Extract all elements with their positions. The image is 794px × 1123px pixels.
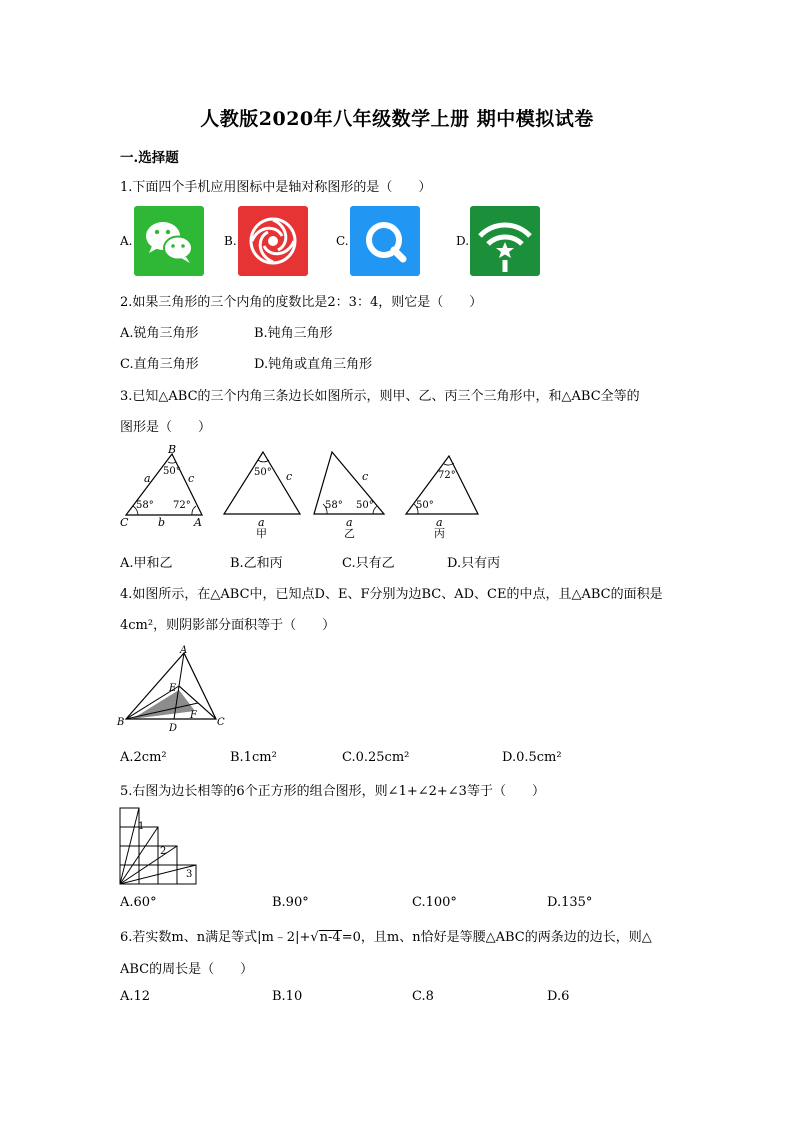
vertex-c-label: C bbox=[120, 516, 129, 529]
q1-option-b-label: B. bbox=[224, 234, 237, 248]
q3-option-c: C.只有乙 bbox=[342, 556, 395, 571]
q2-option-c: C.直角三角形 bbox=[120, 357, 199, 372]
point-f-label: F bbox=[190, 710, 197, 721]
q3-triangles-figure bbox=[118, 440, 488, 542]
q4-option-c: C.0.25cm² bbox=[342, 750, 410, 765]
q1-option-a-label: A. bbox=[120, 234, 133, 248]
q6-stem-post: =0，且m、n恰好是等腰△ABC的两条边的边长，则△ bbox=[341, 930, 652, 945]
jia-side-a-label: a bbox=[258, 516, 265, 529]
triangle-yi bbox=[314, 452, 384, 540]
q3-option-d: D.只有丙 bbox=[447, 556, 501, 571]
bing-name-label: 丙 bbox=[434, 527, 445, 540]
q6-sqrt-radicand: n-4 bbox=[319, 930, 341, 945]
q3-stem-line2: 图形是（ ） bbox=[120, 420, 212, 435]
q1-stem: 1.下面四个手机应用图标中是轴对称图形的是（ ） bbox=[120, 180, 432, 195]
jia-name-label: 甲 bbox=[256, 527, 267, 540]
triangle-abc bbox=[120, 443, 202, 529]
bing-angle2-label: 50° bbox=[416, 500, 434, 511]
q5-option-b: B.90° bbox=[272, 895, 309, 910]
q4-option-a: A.2cm² bbox=[120, 750, 167, 765]
q3-option-a: A.甲和乙 bbox=[120, 556, 173, 571]
q1-option-c-label: C. bbox=[336, 234, 349, 248]
triangle-jia bbox=[224, 452, 300, 540]
side-b-label: b bbox=[158, 516, 166, 529]
vertex-b-label: B bbox=[168, 443, 177, 456]
q3-stem-line1: 3.已知△ABC的三个内角三条边长如图所示，则甲、乙、丙三个三角形中，和△ABC全等的 bbox=[120, 389, 640, 404]
q6-option-c: C.8 bbox=[412, 989, 434, 1004]
bing-side-a-label: a bbox=[436, 516, 443, 529]
point-e-label: E bbox=[169, 683, 177, 694]
vertex-a-label: A bbox=[194, 516, 202, 529]
q2-option-a: A.锐角三角形 bbox=[120, 326, 199, 341]
q6-stem-line2: ABC的周长是（ ） bbox=[120, 962, 254, 977]
q4-triangle-figure bbox=[116, 644, 226, 736]
side-c-label: c bbox=[188, 472, 195, 485]
angle-a-label: 72° bbox=[173, 500, 191, 511]
q1-icon-options bbox=[120, 206, 560, 278]
q2-option-b: B.钝角三角形 bbox=[254, 326, 333, 341]
vertex-c-label: C bbox=[217, 717, 225, 728]
q2-option-d: D.钝角或直角三角形 bbox=[254, 357, 373, 372]
q6-stem-pre: 6.若实数m、n满足等式|m﹣2|+ bbox=[120, 930, 311, 945]
wifi-star-icon bbox=[470, 206, 540, 276]
phoenix-news-icon bbox=[238, 206, 308, 276]
point-d-label: D bbox=[169, 723, 178, 734]
q5-stem: 5.右图为边长相等的6个正方形的组合图形，则∠1+∠2+∠3等于（ ） bbox=[120, 784, 545, 799]
q5-option-a: A.60° bbox=[120, 895, 157, 910]
q4-stem-line1: 4.如图所示，在△ABC中，已知点D、E、F分别为边BC、AD、CE的中点，且△ABC的面积是 bbox=[120, 587, 663, 602]
triangle-bing bbox=[406, 456, 478, 540]
side-a-label: a bbox=[144, 472, 151, 485]
q4-stem-line2: 4cm²，则阴影部分面积等于（ ） bbox=[120, 618, 336, 633]
q6-option-d: D.6 bbox=[547, 989, 570, 1004]
q5-option-c: C.100° bbox=[412, 895, 457, 910]
q5-squares-figure bbox=[118, 806, 202, 886]
q4-option-d: D.0.5cm² bbox=[502, 750, 562, 765]
jia-angle-label: 50° bbox=[254, 467, 272, 478]
search-app-icon bbox=[350, 206, 420, 276]
angle-3-label: 3 bbox=[186, 869, 193, 880]
q6-stem-line1 bbox=[120, 926, 652, 945]
q6-option-b: B.10 bbox=[272, 989, 303, 1004]
section-heading: 一.选择题 bbox=[120, 150, 179, 166]
angle-2-label: 2 bbox=[160, 846, 167, 857]
yi-angle1-label: 58° bbox=[325, 500, 343, 511]
yi-angle2-label: 50° bbox=[356, 500, 374, 511]
q5-option-d: D.135° bbox=[547, 895, 593, 910]
q6-option-a: A.12 bbox=[120, 989, 151, 1004]
angle-1-label: 1 bbox=[138, 821, 145, 832]
q3-option-b: B.乙和丙 bbox=[230, 556, 283, 571]
exam-title: 人教版2020年八年级数学上册 期中模拟试卷 bbox=[200, 108, 594, 130]
yi-name-label: 乙 bbox=[344, 527, 355, 540]
jia-side-c-label: c bbox=[286, 470, 293, 483]
shaded-region bbox=[132, 690, 195, 719]
q1-option-d-label: D. bbox=[456, 234, 470, 248]
q2-stem: 2.如果三角形的三个内角的度数比是2：3：4，则它是（ ） bbox=[120, 295, 483, 310]
angle-c-label: 58° bbox=[136, 500, 154, 511]
vertex-b-label: B bbox=[117, 717, 125, 728]
yi-side-a-label: a bbox=[346, 516, 353, 529]
wechat-icon bbox=[134, 206, 204, 276]
q4-option-b: B.1cm² bbox=[230, 750, 277, 765]
yi-side-c-label: c bbox=[362, 470, 369, 483]
angle-b-label: 50° bbox=[163, 466, 181, 477]
bing-angle1-label: 72° bbox=[438, 470, 456, 481]
vertex-a-label: A bbox=[180, 645, 188, 656]
sqrt-sign: √ bbox=[310, 930, 319, 945]
